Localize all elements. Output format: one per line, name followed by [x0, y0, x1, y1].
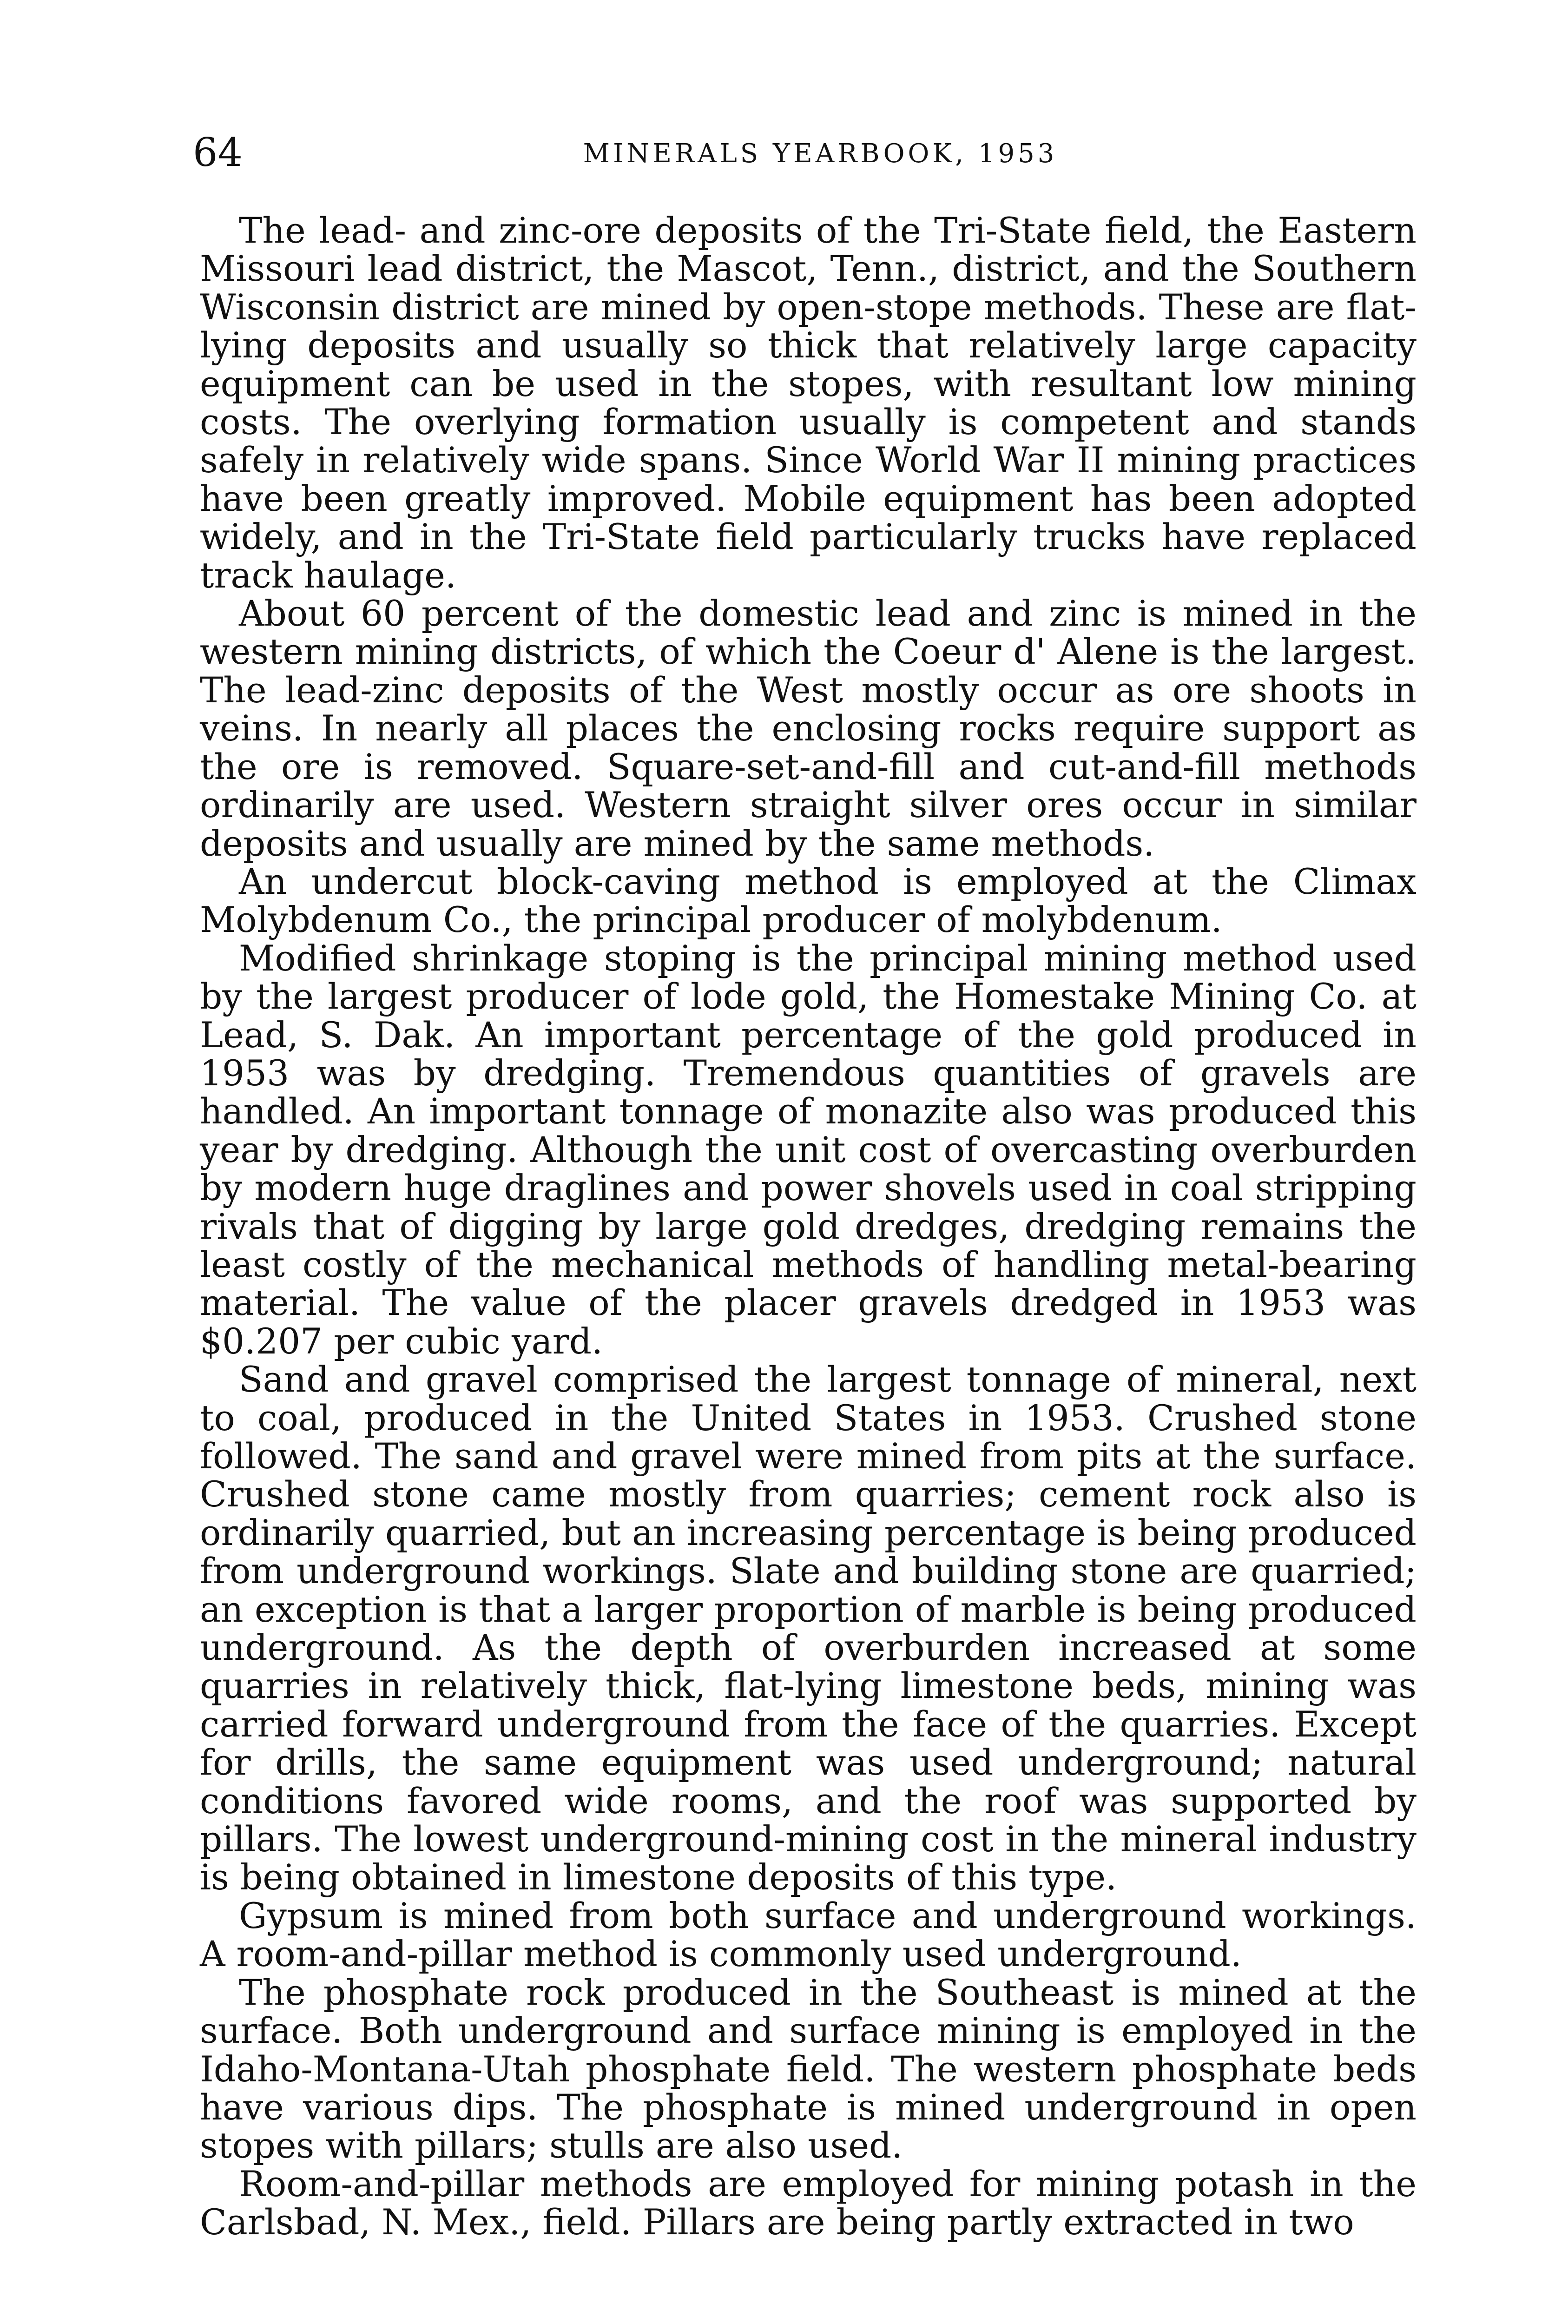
page-header	[193, 129, 1448, 180]
paragraph-climax-molybdenum: An undercut block-caving method is employed at the Climax Molybdenum Co., the principal producer of molybdenum.	[200, 861, 1416, 941]
paragraph-gypsum: Gypsum is mined from both surface and underground workings. A room-and-pillar method is commonly used underground.	[200, 1895, 1416, 1975]
paragraph-lead-zinc-tri-state: The lead- and zinc-ore deposits of the Tri-State field, the Eastern Missouri lead district, the Mascot, Tenn., district, and the Southern Wisconsin district are mined by open-stope methods. These are flat-lying deposits and usually so thick that relatively large capacity equipment can be used in the stopes, with resultant low mining costs. The overlying formation usually is competent and stands safely in relatively wide spans. Since World War II mining practices have been greatly improved. Mobile equipment has been adopted widely, and in the Tri-State field particularly trucks have replaced track haulage.	[200, 210, 1416, 596]
paragraph-potash: Room-and-pillar methods are employed for mining potash in the Carlsbad, N. Mex., field. Pillars are being partly extracted in two	[200, 2163, 1416, 2243]
paragraph-western-districts: About 60 percent of the domestic lead and zinc is mined in the western mining districts, of which the Coeur d' Alene is the largest. The lead-zinc deposits of the West mostly occur as ore shoots in veins. In nearly all places the enclosing rocks require support as the ore is removed. Square-set-and-fill and cut-and-fill methods ordinarily are used. Western straight silver ores occur in similar deposits and usually are mined by the same methods.	[200, 593, 1416, 864]
paragraph-sand-gravel-stone: Sand and gravel comprised the largest tonnage of mineral, next to coal, produced in the United States in 1953. Crushed stone followed. The sand and gravel were mined from pits at the surface. Crushed stone came mostly from quarries; cement rock also is ordinarily quarried, but an increasing percentage is being produced from underground workings. Slate and building stone are quarried; an exception is that a larger proportion of marble is being produced underground. As the depth of overburden increased at some quarries in relatively thick, flat-lying limestone beds, mining was carried forward underground from the face of the quarries. Except for drills, the same equipment was used underground; natural conditions favored wide rooms, and the roof was supported by pillars. The lowest underground-mining cost in the mineral industry is being obtained in limestone deposits of this type.	[200, 1359, 1416, 1898]
page-number: 64	[193, 130, 243, 175]
running-title: MINERALS YEARBOOK, 1953	[583, 139, 1058, 169]
paragraph-lode-gold-dredging: Modified shrinkage stoping is the principal mining method used by the largest producer of lode gold, the Homestake Mining Co. at Lead, S. Dak. An important percentage of the gold produced in 1953 was by dredging. Tremendous quantities of gravels are handled. An important tonnage of monazite also was produced this year by dredging. Although the unit cost of overcasting overburden by modern huge draglines and power shovels used in coal stripping rivals that of digging by large gold dredges, dredging remains the least costly of the mechanical methods of handling metal-bearing material. The value of the placer gravels dredged in 1953 was $0.207 per cubic yard.	[200, 938, 1416, 1362]
paragraph-phosphate: The phosphate rock produced in the Southeast is mined at the surface. Both underground and surface mining is employed in the Idaho-Montana-Utah phosphate field. The western phosphate beds have various dips. The phosphate is mined underground in open stopes with pillars; stulls are also used.	[200, 1972, 1416, 2166]
body-text	[200, 211, 1416, 2242]
